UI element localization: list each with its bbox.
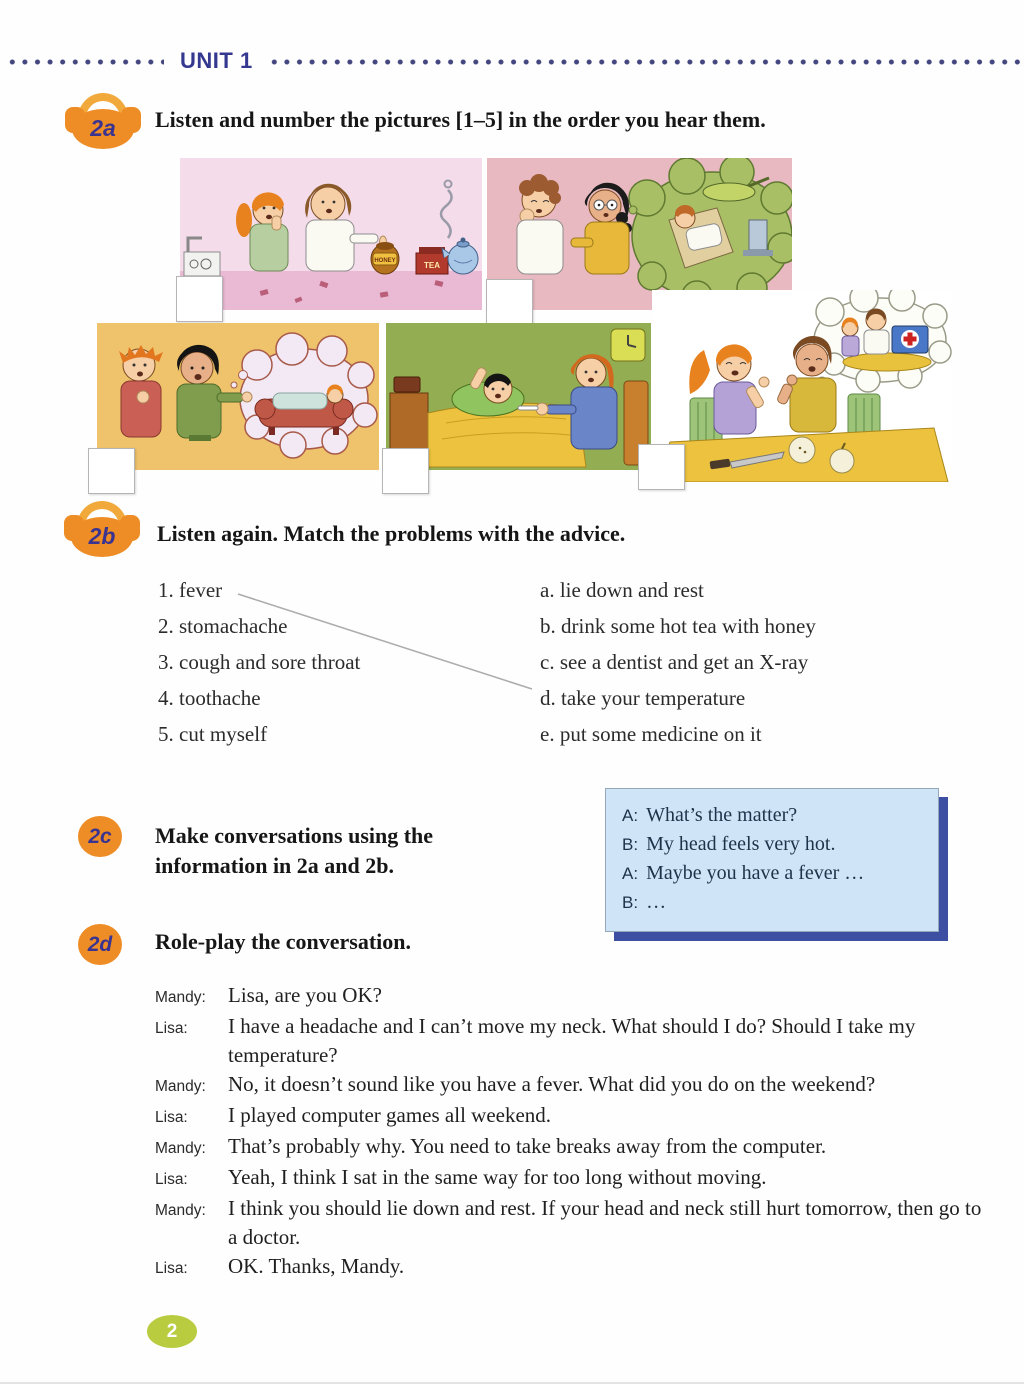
answer-box-2[interactable] xyxy=(486,279,533,325)
problem-item[interactable]: 1. fever xyxy=(158,578,223,602)
answer-box-1[interactable] xyxy=(176,276,223,322)
advice-item[interactable]: d. take your temperature xyxy=(540,686,746,710)
activity-badge-2a xyxy=(63,93,143,153)
activity-badge-2b xyxy=(62,501,142,561)
badge-label-2c: 2c xyxy=(88,824,112,848)
dotted-rule-left xyxy=(6,58,164,66)
dialogue-row: Lisa: I have a headache and I can’t move my neck. What should I do? Should I take my temperature? xyxy=(155,1014,916,1067)
instruction-2a: Listen and number the pictures [1–5] in the order you hear them. xyxy=(155,107,766,132)
dialogue-row: Lisa: I played computer games all weekend. xyxy=(155,1103,552,1127)
picture-headache-lie-down xyxy=(97,323,379,470)
instruction-2b: Listen again. Match the problems with the advice. xyxy=(157,521,626,546)
unit-title: UNIT 1 xyxy=(180,48,253,73)
problem-item[interactable]: 4. toothache xyxy=(158,686,261,710)
activity-badge-2d xyxy=(78,924,122,965)
problem-item[interactable]: 2. stomachache xyxy=(158,614,288,638)
dialogue-row: Mandy: I think you should lie down and rest. If your head and neck still hurt tomorrow, then go to a doctor. xyxy=(155,1196,982,1249)
page-number: 2 xyxy=(166,1320,178,1342)
dialogue-row: Mandy: That’s probably why. You need to take breaks away from the computer. xyxy=(155,1134,827,1158)
activity-badge-2c xyxy=(78,816,122,857)
example-dialogue-box xyxy=(605,788,939,932)
instruction-2c: Make conversations using the information in 2a and 2b. xyxy=(155,823,434,878)
answer-box-5[interactable] xyxy=(638,444,685,490)
example-line: B: My head feels very hot. xyxy=(622,833,836,855)
advice-item[interactable]: e. put some medicine on it xyxy=(540,722,762,746)
example-line: A: Maybe you have a fever … xyxy=(622,862,865,884)
dialogue-row: Lisa: Yeah, I think I sat in the same way for too long without moving. xyxy=(155,1165,767,1189)
dotted-rule-right xyxy=(268,58,1024,66)
badge-label-2d: 2d xyxy=(87,932,113,956)
dialogue-row: Lisa: OK. Thanks, Mandy. xyxy=(155,1254,405,1278)
instruction-2d: Role-play the conversation. xyxy=(155,929,412,954)
badge-label-2a: 2a xyxy=(90,115,116,141)
advice-item[interactable]: c. see a dentist and get an X-ray xyxy=(540,650,809,674)
page-number-badge xyxy=(147,1315,197,1348)
problem-item[interactable]: 5. cut myself xyxy=(158,722,268,746)
svg-text:TEA: TEA xyxy=(424,261,440,270)
problem-item[interactable]: 3. cough and sore throat xyxy=(158,650,361,674)
dialogue-row: Mandy: No, it doesn’t sound like you have a fever. What did you do on the weekend? xyxy=(155,1072,876,1096)
answer-box-4[interactable] xyxy=(382,448,429,494)
advice-item[interactable]: a. lie down and rest xyxy=(540,578,704,602)
dialogue-row: Mandy: Lisa, are you OK? xyxy=(155,983,382,1007)
role-play-dialogue xyxy=(155,981,991,1283)
picture-cut-finger-first-aid xyxy=(652,290,952,482)
match-line-1-d xyxy=(150,575,550,700)
advice-list xyxy=(540,578,816,758)
picture-sore-throat-tea xyxy=(180,158,482,310)
example-line: A: What’s the matter? xyxy=(622,804,798,826)
example-line: B: … xyxy=(622,891,667,913)
badge-label-2b: 2b xyxy=(88,523,116,549)
svg-text:HONEY: HONEY xyxy=(374,258,396,264)
advice-item[interactable]: b. drink some hot tea with honey xyxy=(540,614,816,638)
answer-box-3[interactable] xyxy=(88,448,135,494)
